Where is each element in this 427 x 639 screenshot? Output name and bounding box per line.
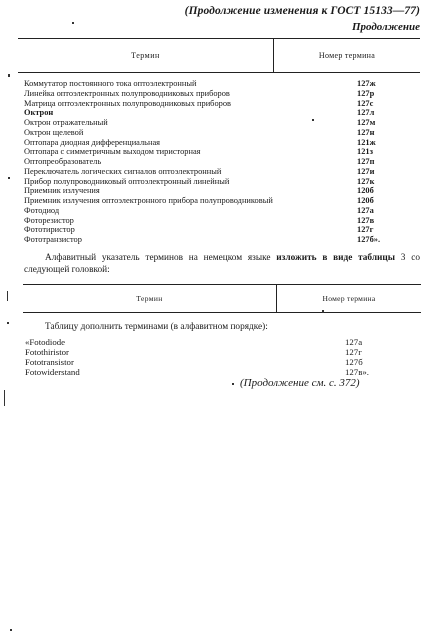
table1-header [18, 38, 420, 73]
paragraph-text-end: 3 со следующей головкой: [24, 253, 420, 275]
term-cell: Fotowiderstand [25, 366, 80, 377]
number-cell: 127а [357, 205, 374, 215]
table-row [24, 157, 382, 167]
term-cell: Фоторезистор [24, 215, 74, 225]
continuation-footer: (Продолжение см. с. 372) [240, 377, 360, 389]
term-cell: Приемник излучения оптоэлектронного прибора полупроводниковый [24, 196, 273, 205]
table-row [24, 186, 382, 196]
number-cell: 121з [357, 147, 373, 157]
number-cell: 127н [357, 127, 375, 137]
table1-col-number: Номер термина [318, 51, 376, 60]
table-row [24, 89, 382, 99]
table-row [24, 196, 382, 206]
table-row [24, 128, 382, 138]
table-row [25, 338, 385, 348]
table-row [24, 147, 382, 157]
number-cell: 127с [357, 98, 374, 108]
number-cell: 127п [357, 157, 375, 166]
table-row [24, 167, 382, 177]
term-cell: Оптопара диодная дифференциальная [24, 137, 161, 147]
table-row [24, 216, 382, 226]
number-cell: 127и [357, 166, 375, 176]
number-cell: 127ж [357, 79, 376, 88]
table-row [24, 225, 382, 235]
term-cell: Фотодиод [24, 205, 60, 215]
table-row [24, 138, 382, 148]
number-cell: 127в [357, 215, 375, 225]
term-cell: Приемник излучения [24, 186, 100, 196]
term-cell: Оптопреобразователь [24, 157, 102, 166]
term-cell: Оптопара с симметричным выходом тиристорная [24, 147, 201, 157]
number-cell: 127л [357, 108, 375, 118]
scan-speck [312, 119, 314, 121]
scan-speck [322, 310, 324, 313]
number-cell: 120б [357, 186, 374, 196]
german-terms-list [25, 338, 385, 378]
number-cell: 127б [345, 356, 363, 367]
continuation-of-change-header: (Продолжение изменения к ГОСТ 15133—77) [184, 5, 420, 17]
table-row [24, 108, 382, 118]
term-cell: Октрон отражательный [24, 118, 108, 127]
number-cell: 121ж [357, 137, 376, 147]
table1-body [24, 79, 382, 245]
scan-speck [7, 291, 8, 301]
continuation-label: Продолжение [351, 21, 420, 33]
term-cell: «Fotodiode [25, 337, 66, 347]
table-row [24, 206, 382, 216]
instruction-paragraph [24, 253, 420, 276]
table-row [24, 79, 382, 89]
table2-header [23, 284, 421, 313]
paragraph-text-bold: изложить в виде таблицы [276, 253, 396, 263]
scan-speck [10, 629, 12, 631]
table-row [24, 118, 382, 128]
table1-col-term: Термин [131, 51, 160, 60]
number-cell: 120б [357, 196, 374, 205]
scan-speck [8, 74, 10, 77]
scan-speck [7, 322, 9, 324]
paragraph-text-start: Алфавитный указатель терминов на немецком языке [45, 253, 277, 263]
number-cell: 127г [345, 346, 362, 357]
table2-col-term: Термин [136, 294, 163, 303]
table-row [24, 235, 382, 245]
term-cell: Fotothiristor [25, 346, 69, 357]
term-cell: Линейка оптоэлектронных полупроводниковых приборов [24, 88, 230, 98]
term-cell: Фототранзистор [24, 235, 82, 244]
number-cell: 127в». [345, 366, 369, 377]
scan-speck [8, 177, 10, 179]
term-cell: Коммутатор постоянного тока оптоэлектронный [24, 79, 197, 88]
term-cell: Переключатель логических сигналов оптоэлектронный [24, 166, 222, 176]
number-cell: 127к [357, 176, 375, 186]
term-cell: Fototransistor [25, 356, 74, 367]
number-cell: 127б». [357, 235, 381, 244]
supplement-paragraph: Таблицу дополнить терминами (в алфавитном порядке): [45, 322, 268, 332]
term-cell: Фототиристор [24, 225, 75, 235]
number-cell: 127а [345, 337, 363, 347]
number-cell: 127г [357, 225, 374, 235]
scan-speck [4, 390, 5, 406]
term-cell: Матрица оптоэлектронных полупроводниковых приборов [24, 98, 231, 108]
number-cell: 127м [357, 118, 376, 127]
scan-speck [72, 22, 74, 24]
term-cell: Октрон щелевой [24, 127, 84, 137]
table2-col-number: Номер термина [322, 294, 376, 303]
table-row [25, 348, 385, 358]
term-cell: Октрон [24, 108, 54, 118]
number-cell: 127р [357, 88, 375, 98]
term-cell: Прибор полупроводниковый оптоэлектронный линейный [24, 176, 230, 186]
scan-speck [232, 383, 234, 385]
table-row [24, 99, 382, 109]
table-row [24, 177, 382, 187]
